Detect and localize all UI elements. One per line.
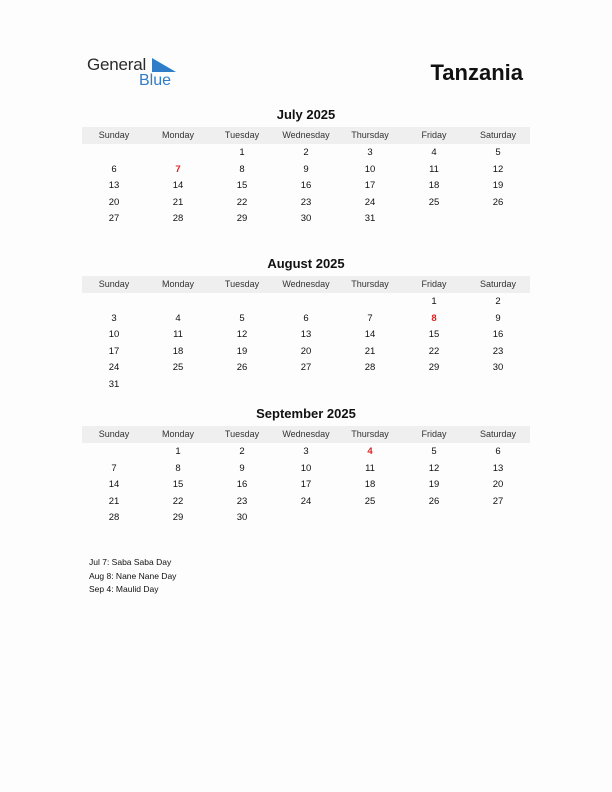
day-cell: 16	[492, 329, 504, 341]
day-cell: 28	[172, 213, 184, 225]
week-row	[82, 294, 530, 311]
day-cell: 22	[172, 495, 184, 507]
day-cell: 1	[175, 446, 181, 457]
logo-triangle-icon	[152, 58, 176, 72]
logo-word-general: General	[87, 55, 147, 74]
day-cell: 23	[236, 495, 248, 507]
holiday-notes	[89, 556, 176, 597]
weekday-label: Thursday	[351, 130, 389, 140]
day-cell: 5	[431, 446, 437, 457]
empty-day-cell	[146, 145, 210, 162]
day-cell: 10	[300, 462, 312, 474]
day-cell: 27	[492, 495, 504, 507]
week-row	[82, 494, 530, 511]
day-cell: 15	[428, 329, 440, 341]
day-cell: 8	[239, 163, 245, 175]
day-cell: 11	[173, 329, 183, 341]
empty-day-cell	[82, 444, 146, 461]
day-cell: 11	[429, 163, 439, 175]
day-cell: 29	[172, 512, 184, 524]
day-cell: 12	[428, 462, 440, 474]
weekday-label: Wednesday	[282, 130, 330, 140]
day-cell: 12	[236, 329, 248, 341]
day-cell: 9	[495, 312, 501, 324]
day-cell: 13	[108, 180, 120, 192]
holiday-note: Jul 7: Saba Saba Day	[89, 557, 172, 567]
day-cell: 20	[108, 196, 120, 208]
week-row	[82, 360, 530, 377]
holiday-note: Sep 4: Maulid Day	[89, 584, 159, 594]
day-cell: 12	[492, 163, 504, 175]
day-cell: 2	[303, 147, 309, 158]
week-row	[82, 311, 530, 328]
day-cell: 21	[364, 345, 376, 357]
day-cell: 15	[172, 479, 184, 491]
day-cell: 6	[111, 163, 117, 175]
day-cell: 26	[428, 495, 440, 507]
month-calendar	[82, 106, 530, 228]
empty-day-cell	[402, 510, 466, 527]
day-cell: 23	[300, 196, 312, 208]
empty-day-cell	[274, 377, 338, 394]
empty-day-cell	[466, 510, 530, 527]
weekday-label: Sunday	[98, 279, 130, 289]
day-cell: 25	[172, 362, 184, 374]
day-cell: 21	[108, 495, 120, 507]
weekday-label: Saturday	[479, 130, 517, 140]
week-row	[82, 327, 530, 344]
day-cell: 31	[108, 378, 120, 390]
week-row	[82, 477, 530, 494]
weekday-label: Tuesday	[224, 279, 260, 289]
weekday-header	[82, 276, 530, 293]
weekday-label: Tuesday	[224, 429, 260, 439]
weekday-header	[82, 426, 530, 443]
day-cell: 7	[175, 163, 181, 175]
weekday-label: Saturday	[479, 429, 517, 439]
day-cell: 26	[236, 362, 248, 374]
day-cell: 25	[364, 495, 376, 507]
day-cell: 30	[492, 362, 504, 374]
day-cell: 20	[492, 479, 504, 491]
day-cell: 2	[239, 446, 245, 457]
empty-day-cell	[338, 294, 402, 311]
day-cell: 26	[492, 196, 504, 208]
week-row	[82, 211, 530, 228]
day-cell: 14	[364, 329, 376, 341]
day-cell: 22	[236, 196, 248, 208]
day-cell: 24	[364, 196, 376, 208]
brand-logo	[87, 55, 187, 95]
weekday-label: Wednesday	[282, 429, 330, 439]
week-row	[82, 444, 530, 461]
day-cell: 30	[236, 512, 248, 524]
empty-day-cell	[338, 510, 402, 527]
day-cell: 15	[236, 180, 248, 192]
week-row	[82, 344, 530, 361]
day-cell: 17	[300, 479, 312, 491]
weekday-label: Friday	[421, 279, 447, 289]
weekday-label: Friday	[421, 429, 447, 439]
weekday-label: Sunday	[98, 130, 130, 140]
empty-day-cell	[210, 294, 274, 311]
day-cell: 6	[303, 312, 309, 324]
week-row	[82, 162, 530, 179]
weekday-label: Wednesday	[282, 279, 330, 289]
day-cell: 10	[364, 163, 376, 175]
day-cell: 9	[303, 163, 309, 175]
day-cell: 22	[428, 345, 440, 357]
weekday-label: Monday	[161, 130, 195, 140]
day-cell: 13	[492, 462, 504, 474]
day-cell: 29	[428, 362, 440, 374]
weekday-label: Thursday	[351, 279, 389, 289]
empty-day-cell	[146, 294, 210, 311]
day-cell: 10	[108, 329, 120, 341]
day-cell: 21	[172, 196, 184, 208]
empty-day-cell	[274, 294, 338, 311]
day-cell: 16	[300, 180, 312, 192]
day-cell: 17	[364, 180, 376, 192]
empty-day-cell	[466, 211, 530, 228]
week-row	[82, 461, 530, 478]
empty-day-cell	[82, 294, 146, 311]
weekday-label: Saturday	[479, 279, 517, 289]
empty-day-cell	[82, 145, 146, 162]
day-cell: 27	[108, 213, 120, 225]
day-cell: 1	[239, 147, 245, 158]
month-title: September 2025	[256, 406, 356, 421]
weekday-label: Monday	[161, 429, 195, 439]
day-cell: 4	[367, 446, 373, 457]
week-row	[82, 377, 530, 394]
week-row	[82, 178, 530, 195]
day-cell: 30	[300, 213, 312, 225]
day-cell: 6	[495, 446, 501, 457]
day-cell: 31	[364, 213, 376, 225]
day-cell: 5	[495, 147, 501, 158]
day-cell: 7	[367, 312, 373, 324]
day-cell: 8	[175, 462, 181, 474]
day-cell: 8	[431, 312, 437, 324]
day-cell: 28	[364, 362, 376, 374]
day-cell: 3	[367, 147, 373, 158]
week-row	[82, 195, 530, 212]
day-cell: 19	[236, 345, 248, 357]
day-cell: 14	[172, 180, 184, 192]
empty-day-cell	[338, 377, 402, 394]
day-cell: 16	[236, 479, 248, 491]
weekday-label: Friday	[421, 130, 447, 140]
weekday-label: Sunday	[98, 429, 130, 439]
day-cell: 13	[300, 329, 312, 341]
week-row	[82, 510, 530, 527]
day-cell: 4	[431, 147, 437, 158]
empty-day-cell	[402, 211, 466, 228]
month-calendar	[82, 255, 530, 394]
empty-day-cell	[466, 377, 530, 394]
day-cell: 4	[175, 312, 181, 324]
day-cell: 24	[108, 362, 120, 374]
day-cell: 19	[492, 180, 504, 192]
weekday-label: Thursday	[351, 429, 389, 439]
empty-day-cell	[274, 510, 338, 527]
day-cell: 2	[495, 296, 501, 307]
holiday-note: Aug 8: Nane Nane Day	[89, 570, 177, 581]
day-cell: 7	[111, 462, 117, 474]
day-cell: 28	[108, 512, 120, 524]
day-cell: 24	[300, 495, 312, 507]
day-cell: 18	[172, 345, 184, 357]
day-cell: 5	[239, 312, 245, 324]
day-cell: 25	[428, 196, 440, 208]
day-cell: 17	[108, 345, 120, 357]
day-cell: 1	[431, 296, 437, 307]
day-cell: 23	[492, 345, 504, 357]
weekday-label: Monday	[161, 279, 195, 289]
month-calendar	[82, 405, 530, 527]
weekday-header	[82, 127, 530, 144]
day-cell: 3	[303, 446, 309, 457]
day-cell: 14	[108, 479, 120, 491]
day-cell: 20	[300, 345, 312, 357]
day-cell: 3	[111, 312, 117, 324]
day-cell: 27	[300, 362, 312, 374]
day-cell: 18	[428, 180, 440, 192]
weekday-label: Tuesday	[224, 130, 260, 140]
day-cell: 9	[239, 462, 245, 474]
day-cell: 11	[365, 462, 375, 474]
day-cell: 19	[428, 479, 440, 491]
week-row	[82, 145, 530, 162]
month-title: August 2025	[267, 256, 345, 271]
day-cell: 18	[364, 479, 376, 491]
month-title: July 2025	[276, 107, 336, 122]
empty-day-cell	[146, 377, 210, 394]
logo-word-blue: Blue	[139, 72, 172, 89]
empty-day-cell	[402, 377, 466, 394]
empty-day-cell	[210, 377, 274, 394]
country-title: Tanzania	[430, 60, 523, 85]
day-cell: 29	[236, 213, 248, 225]
